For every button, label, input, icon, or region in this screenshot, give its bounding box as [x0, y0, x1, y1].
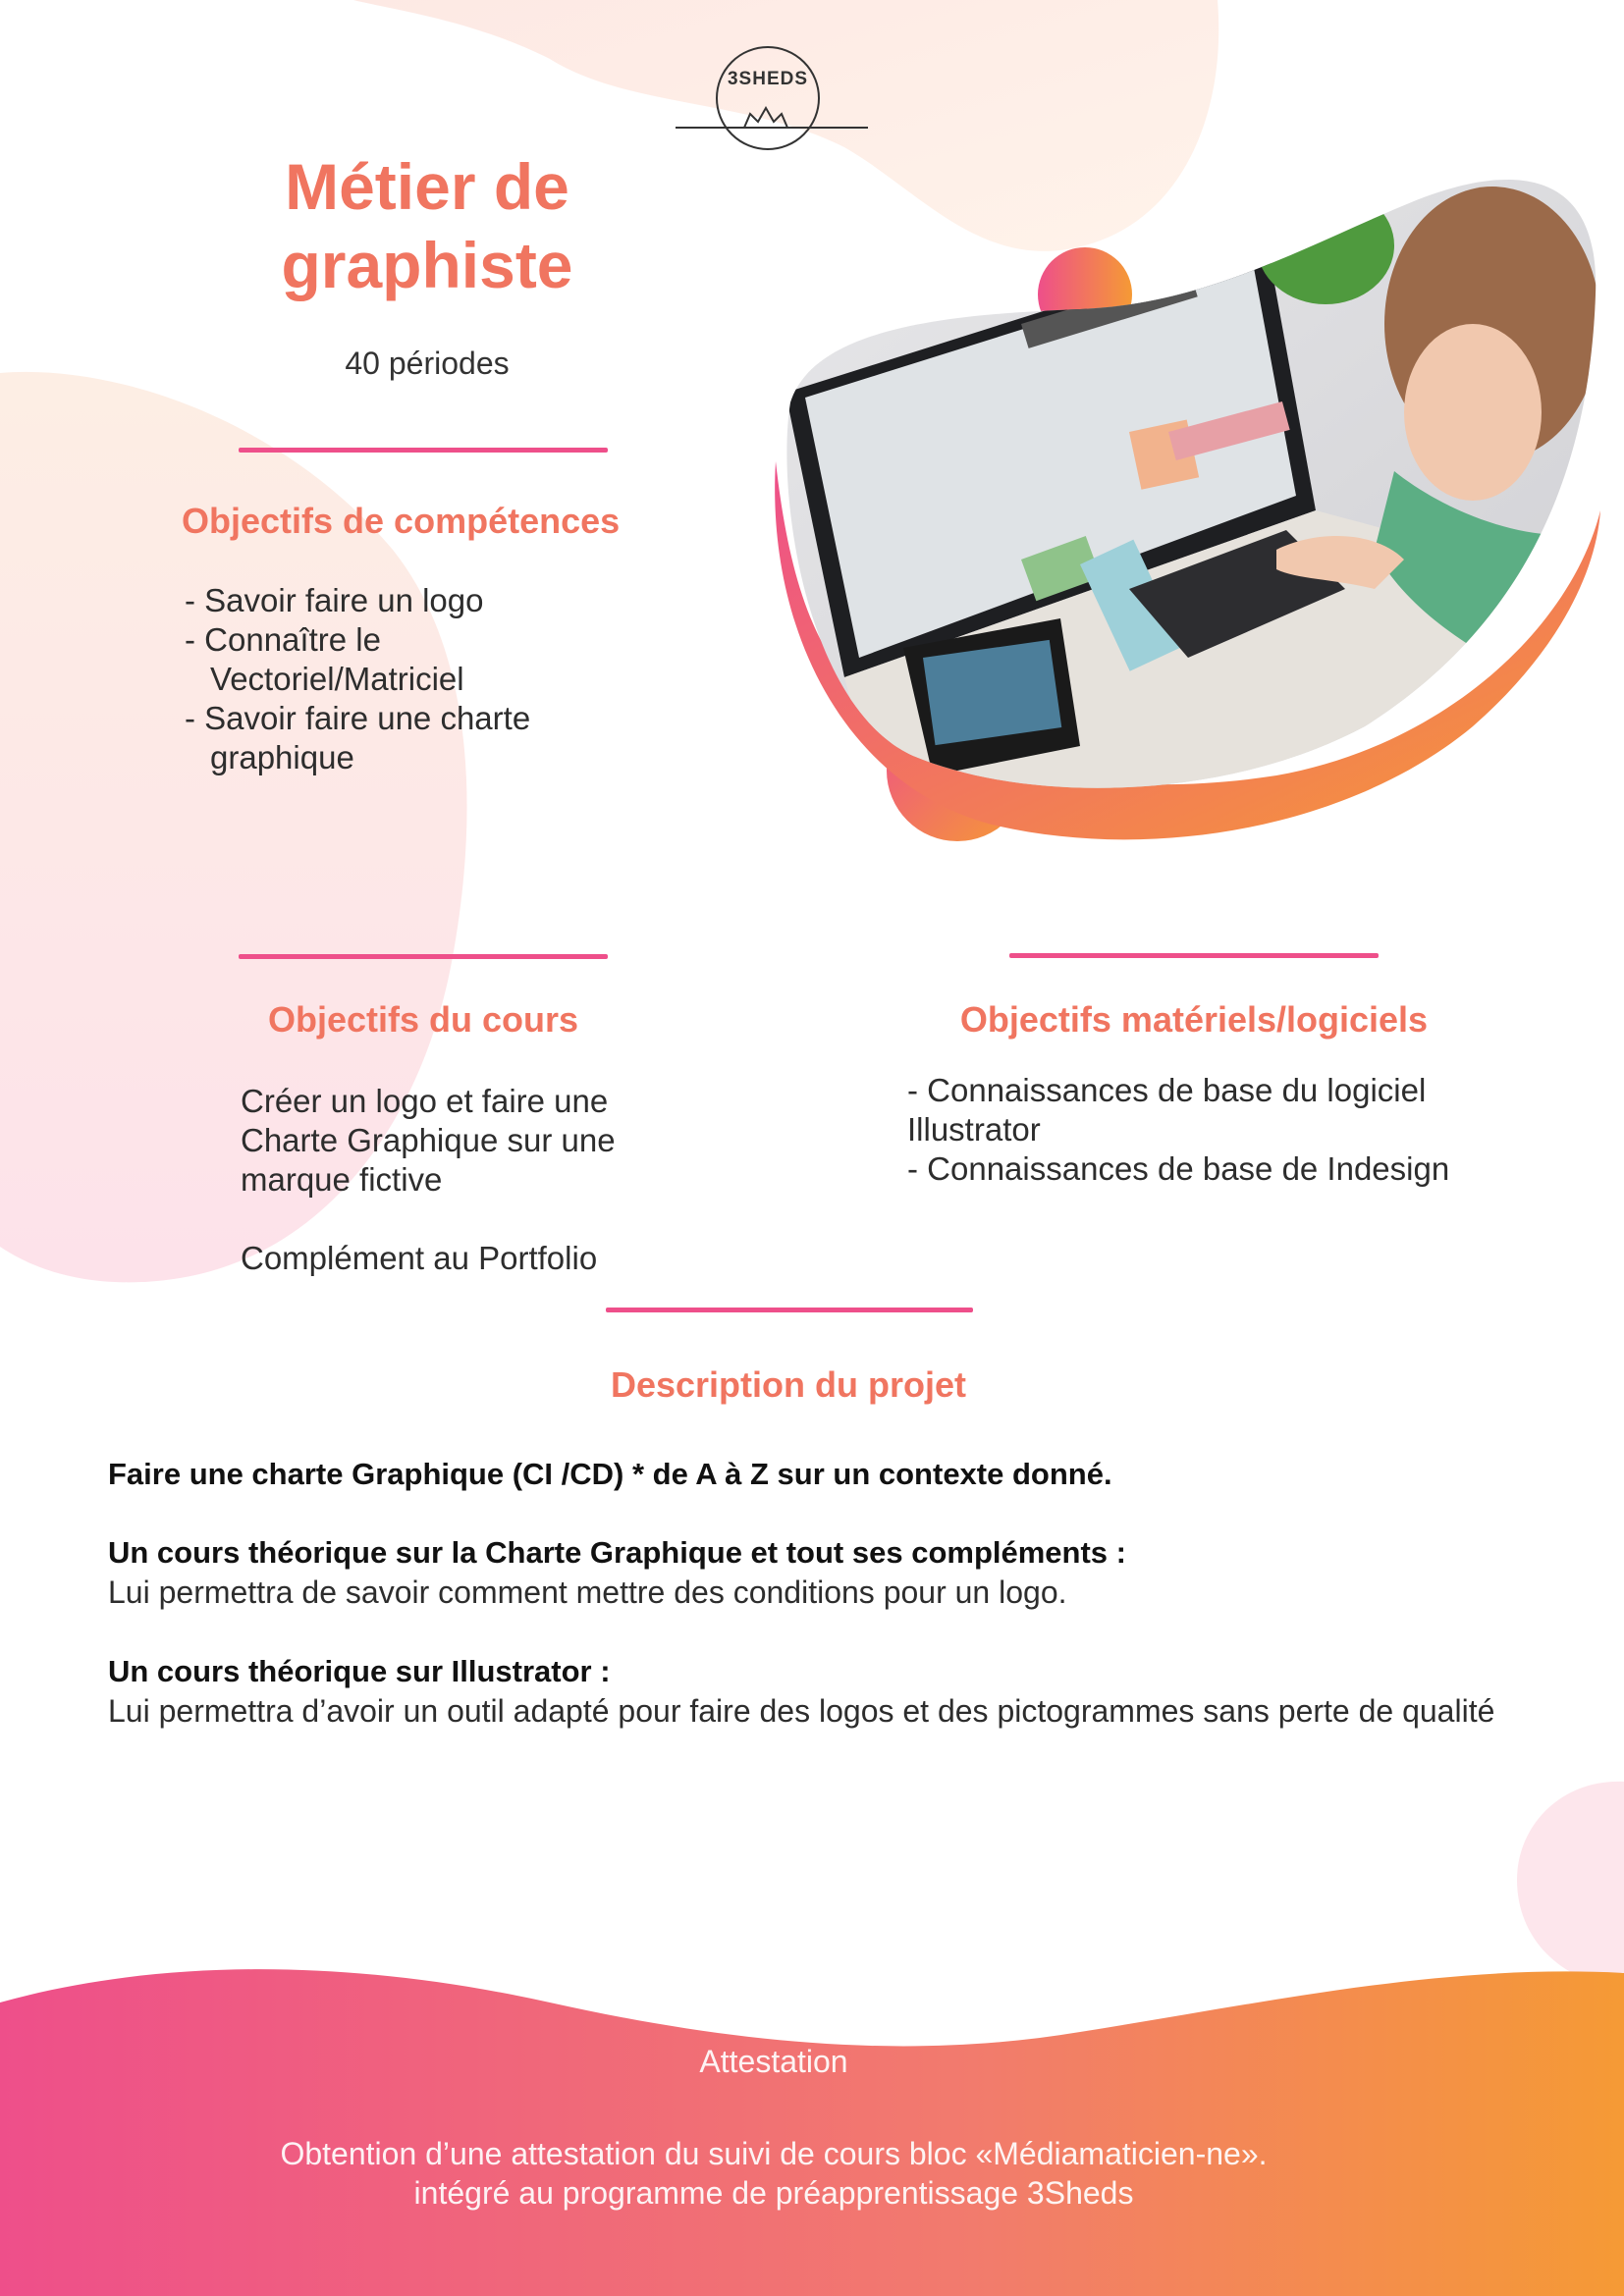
list-item: - Connaître le Vectoriel/Matriciel	[185, 621, 464, 697]
cours-note: Complément au Portfolio	[241, 1240, 598, 1276]
section-divider	[606, 1308, 973, 1312]
description-intro	[108, 1455, 1522, 1494]
footer-line1: Obtention d’une attestation du suivi de cours bloc «Médiamaticien-ne».	[280, 2136, 1268, 2171]
block-title: Un cours théorique sur la Charte Graphique et tout ses compléments :	[108, 1535, 1126, 1570]
list-item: - Savoir faire un logo	[185, 582, 484, 618]
description-heading: Description du projet	[610, 1364, 967, 1405]
logo-text: 3SHEDS	[727, 69, 809, 89]
section-divider	[239, 954, 608, 959]
materiels-list	[907, 1071, 1516, 1189]
description-block	[108, 1533, 1522, 1612]
description-block	[108, 1652, 1522, 1731]
designer-photo	[766, 157, 1610, 825]
right-blob	[1517, 1782, 1624, 1988]
brand-logo	[676, 43, 868, 151]
list-item: - Connaissances de base du logiciel Illustrator	[907, 1072, 1427, 1148]
footer-title: Attestation	[699, 2044, 848, 2079]
cours-heading: Objectifs du cours	[267, 999, 579, 1040]
cours-paragraph: Créer un logo et faire une Charte Graphique sur une marque fictive	[241, 1083, 616, 1198]
logo-mark-icon	[676, 43, 868, 151]
competences-heading: Objectifs de compétences	[182, 501, 621, 541]
periods-label: 40 périodes	[345, 346, 510, 381]
block-text: Lui permettra d’avoir un outil adapté pour faire des logos et des pictogrammes sans perte de qualité	[108, 1693, 1495, 1729]
section-divider	[239, 448, 608, 453]
materiels-heading: Objectifs matériels/logiciels	[959, 999, 1429, 1040]
block-text: Lui permettra de savoir comment mettre des conditions pour un logo.	[108, 1575, 1067, 1610]
list-item: - Savoir faire une charte graphique	[185, 700, 531, 775]
block-title: Un cours théorique sur Illustrator :	[108, 1654, 611, 1688]
page-title: Métier de graphiste	[281, 150, 573, 301]
footer-line2: intégré au programme de préapprentissage 3Sheds	[413, 2175, 1134, 2211]
competences-list	[185, 581, 597, 777]
description-intro-text: Faire une charte Graphique (CI /CD) * de A à Z sur un contexte donné.	[108, 1457, 1112, 1491]
footer-wave	[0, 1969, 1624, 2296]
list-item: - Connaissances de base de Indesign	[907, 1150, 1450, 1187]
section-divider	[1009, 953, 1379, 958]
